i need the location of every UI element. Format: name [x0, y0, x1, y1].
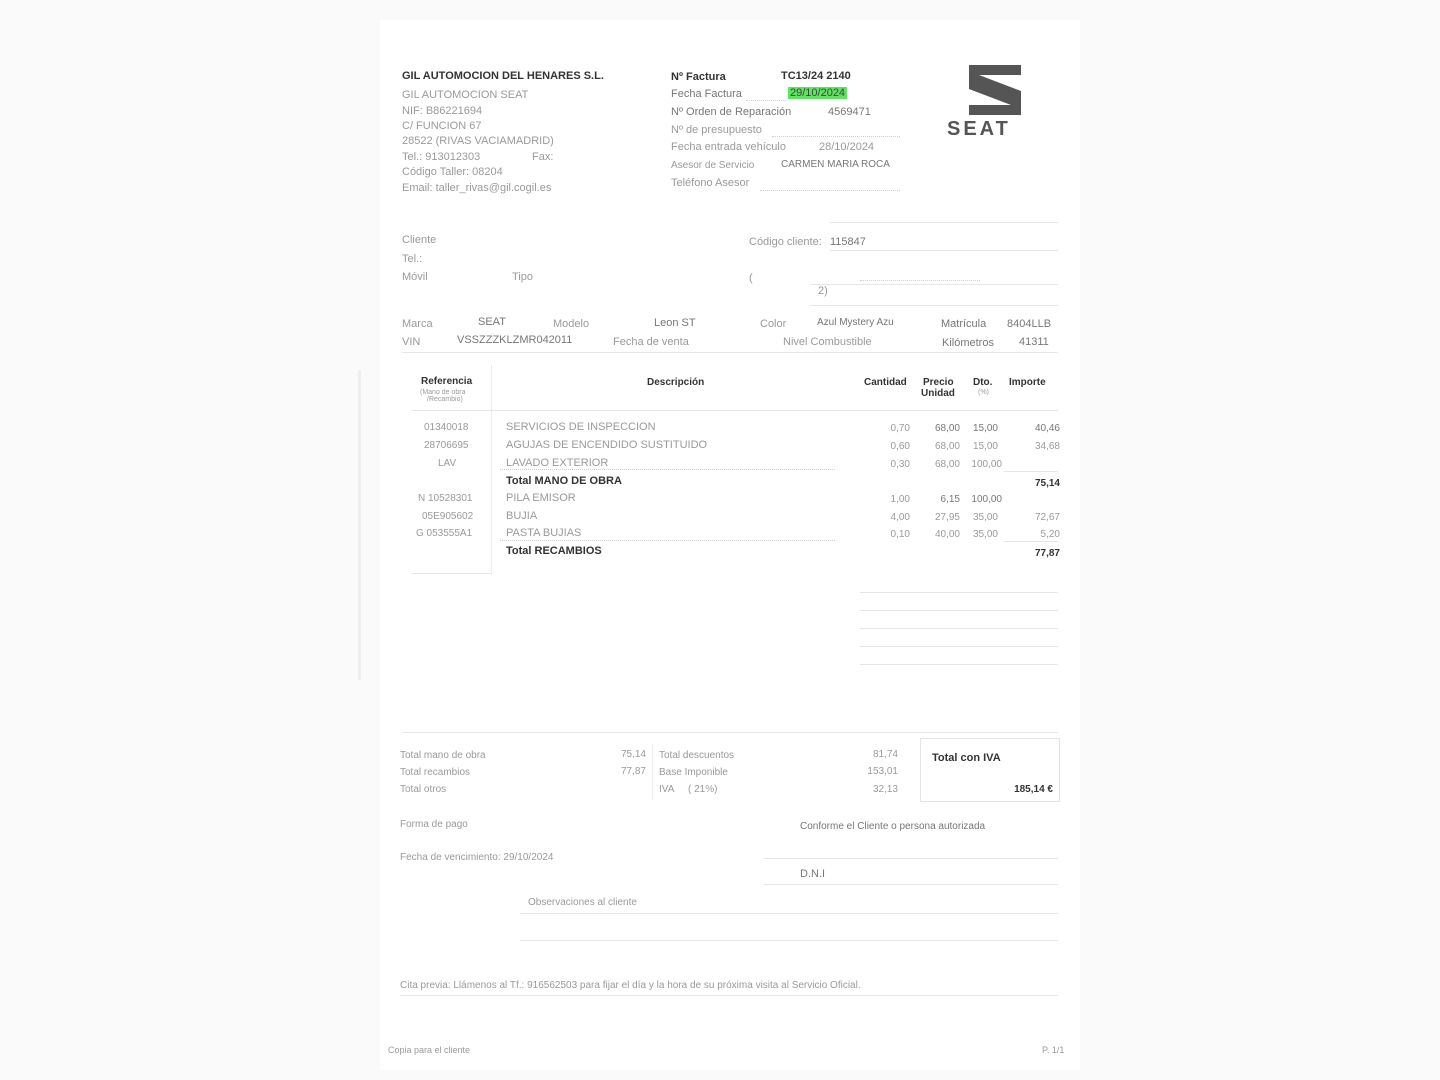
repair-order-label: Nº Orden de Reparación: [671, 106, 792, 118]
scan-edge-mark: [358, 370, 361, 680]
row-reference: 28706695: [424, 440, 469, 451]
col-header-reference: Referencia: [421, 376, 473, 387]
vehicle-sale-date-label: Fecha de venta: [613, 336, 689, 348]
client-address-fragment-2: 2): [818, 285, 828, 297]
col-header-reference-sub1: (Mano de obra: [420, 389, 466, 396]
tax-base-label: Base Imponible: [659, 767, 728, 778]
observations-label: Observaciones al cliente: [528, 897, 637, 908]
vehicle-fuel-label: Nivel Combustible: [783, 336, 872, 348]
seat-logo: [945, 65, 1065, 145]
client-type-label: Tipo: [512, 271, 533, 283]
total-others-label: Total otros: [400, 784, 447, 795]
row-amount: 34,68: [1034, 441, 1060, 452]
row-quantity: 4,00: [890, 512, 910, 523]
row-reference: G 053555A1: [416, 528, 473, 539]
client-tel-label: Tel.:: [402, 253, 423, 265]
labour-total-value: 75,14: [1034, 478, 1060, 489]
grand-total-label: Total con IVA: [932, 752, 1001, 764]
row-unit-price: 6,15: [940, 494, 960, 505]
vehicle-plate: 8404LLB: [1007, 318, 1052, 330]
grand-total-value: 185,14 €: [1014, 784, 1053, 795]
vehicle-color: Azul Mystery Azu: [817, 317, 894, 328]
entry-date: 28/10/2024: [819, 141, 875, 153]
row-description: AGUJAS DE ENCENDIDO SUSTITUIDO: [506, 439, 708, 451]
advisor-phone-label: Teléfono Asesor: [671, 177, 750, 189]
copy-note: Copia para el cliente: [388, 1045, 471, 1055]
row-amount: 72,67: [1034, 512, 1060, 523]
client-name-label: Cliente: [402, 234, 437, 246]
vehicle-km: 41311: [1019, 336, 1049, 348]
company-email: Email: taller_rivas@gil.cogil.es: [402, 182, 552, 194]
col-header-description: Descripción: [647, 377, 705, 388]
vat-label: IVA: [659, 784, 675, 795]
vehicle-vin: VSSZZZKLZMR042011: [457, 334, 573, 346]
vehicle-color-label: Color: [760, 318, 787, 330]
col-header-unit-price-2: Unidad: [921, 388, 955, 399]
vehicle-vin-label: VIN: [402, 336, 421, 348]
dni-label: D.N.I: [800, 868, 826, 880]
row-discount: 35,00: [972, 529, 998, 540]
vehicle-model-label: Modelo: [553, 318, 590, 330]
row-description: LAVADO EXTERIOR: [506, 457, 609, 469]
row-quantity: 0,30: [890, 459, 910, 470]
company-city: 28522 (RIVAS VACIAMADRID): [402, 135, 554, 147]
vehicle-plate-label: Matrícula: [941, 318, 987, 330]
row-discount: 100,00: [971, 494, 1002, 505]
company-name: GIL AUTOMOCION DEL HENARES S.L.: [402, 70, 604, 82]
total-discounts-label: Total descuentos: [659, 750, 735, 761]
col-header-unit-price-1: Precio: [923, 377, 954, 388]
invoice-number: TC13/24 2140: [781, 70, 851, 82]
col-header-quantity: Cantidad: [864, 377, 907, 388]
row-reference: 05E905602: [422, 511, 474, 522]
company-nif: NIF: B86221694: [402, 105, 483, 117]
row-quantity: 1,00: [890, 494, 910, 505]
parts-total-label: Total RECAMBIOS: [506, 545, 602, 557]
vehicle-brand: SEAT: [478, 316, 506, 328]
row-discount: 35,00: [972, 512, 998, 523]
col-header-reference-sub2: /Recambio): [427, 396, 463, 403]
client-mobile-label: Móvil: [402, 271, 428, 283]
parts-total-value: 77,87: [1034, 548, 1060, 559]
row-unit-price: 27,95: [934, 512, 960, 523]
col-header-amount: Importe: [1009, 377, 1046, 388]
vat-value: 32,13: [872, 784, 898, 795]
row-unit-price: 68,00: [934, 441, 960, 452]
tax-base-value: 153,01: [867, 766, 898, 777]
company-tel: Tel.: 913012303: [402, 151, 481, 163]
budget-number-label: Nº de presupuesto: [671, 124, 762, 136]
vehicle-model: Leon ST: [654, 317, 696, 329]
service-advisor: CARMEN MARIA ROCA: [781, 159, 890, 170]
vat-rate: ( 21%): [688, 784, 718, 795]
row-reference: 01340018: [424, 422, 469, 433]
client-code: 115847: [830, 236, 866, 248]
row-quantity: 0,70: [890, 423, 910, 434]
grand-total-box: [920, 738, 1060, 802]
client-address-fragment: (: [749, 272, 753, 284]
row-discount: 15,00: [972, 423, 998, 434]
invoice-date-label: Fecha Factura: [671, 88, 742, 100]
row-reference: N 10528301: [418, 493, 473, 504]
total-labour-value: 75,14: [620, 749, 646, 760]
row-quantity: 0,60: [890, 441, 910, 452]
row-unit-price: 68,00: [934, 459, 960, 470]
invoice-number-label: Nº Factura: [671, 71, 726, 83]
total-parts-value: 77,87: [620, 766, 646, 777]
invoice-page: [380, 20, 1080, 1070]
row-discount: 15,00: [972, 441, 998, 452]
row-description: SERVICIOS DE INSPECCION: [506, 421, 656, 433]
payment-method-label: Forma de pago: [400, 819, 468, 830]
total-labour-label: Total mano de obra: [400, 750, 486, 761]
total-parts-label: Total recambios: [400, 767, 471, 778]
row-quantity: 0,10: [890, 529, 910, 540]
row-discount: 100,00: [971, 459, 1002, 470]
row-reference: LAV: [438, 458, 457, 469]
row-amount: 5,20: [1040, 529, 1060, 540]
company-brand-line: GIL AUTOMOCION SEAT: [402, 89, 529, 101]
appointment-note: Cita previa: Llámenos al Tf.: 916562503 para fijar el día y la hora de su próxima visita al Servicio Oficial.: [400, 980, 861, 991]
entry-date-label: Fecha entrada vehículo: [671, 141, 786, 153]
col-header-discount: Dto.: [973, 377, 993, 388]
total-discounts-value: 81,74: [872, 749, 898, 760]
col-header-discount-pct: (%): [978, 389, 989, 396]
row-unit-price: 68,00: [934, 423, 960, 434]
row-unit-price: 40,00: [934, 529, 960, 540]
row-amount: 40,46: [1034, 423, 1060, 434]
company-workshop-code: Código Taller: 08204: [402, 166, 503, 178]
invoice-date: 29/10/2024: [790, 87, 846, 99]
client-code-label: Código cliente:: [749, 236, 822, 248]
repair-order-number: 4569471: [828, 106, 871, 118]
due-date: Fecha de vencimiento: 29/10/2024: [400, 852, 554, 863]
vehicle-brand-label: Marca: [402, 318, 433, 330]
client-conformity-label: Conforme el Cliente o persona autorizada: [800, 821, 986, 832]
vehicle-km-label: Kilómetros: [942, 337, 994, 349]
labour-total-label: Total MANO DE OBRA: [506, 475, 622, 487]
row-description: PASTA BUJIAS: [506, 527, 582, 539]
row-description: BUJIA: [506, 510, 538, 522]
service-advisor-label: Asesor de Servicio: [671, 160, 755, 171]
company-street: C/ FUNCION 67: [402, 120, 482, 132]
company-fax: Fax:: [532, 151, 554, 163]
row-description: PILA EMISOR: [506, 492, 576, 504]
seat-wordmark: SEAT: [947, 118, 1011, 140]
page-number: P. 1/1: [1042, 1045, 1065, 1055]
